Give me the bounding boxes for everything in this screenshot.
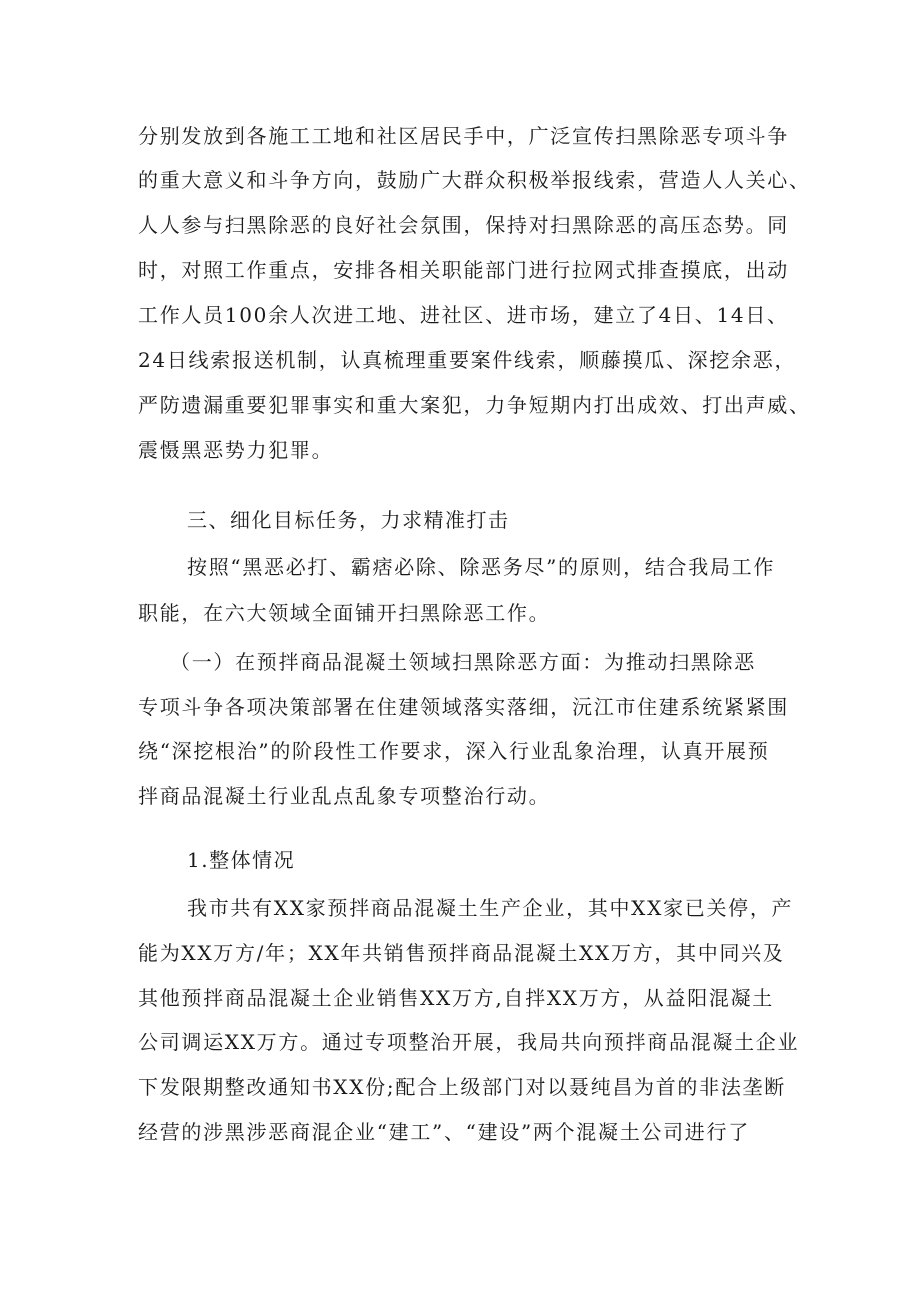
item-heading: 1.整体情况 [187,848,296,872]
paragraph-line: 工作人员100余人次进工地、进社区、进市场，建立了4日、14日、 [138,303,789,327]
paragraph-line: 按照“黑恶必打、霸痞必除、除恶务尽”的原则，结合我局工作 [187,555,776,579]
paragraph-line: 的重大意义和斗争方向，鼓励广大群众积极举报线索，营造人人关心、 [138,168,811,192]
paragraph-line: 绕“深挖根治”的阶段性工作要求，深入行业乱象治理，认真开展预 [138,739,770,763]
paragraph-line: 时，对照工作重点，安排各相关职能部门进行拉网式排查摸底，出动 [138,258,789,282]
paragraph-line: 24日线索报送机制，认真梳理重要案件线索，顺藤摸瓜、深挖余恶， [138,348,797,372]
paragraph-line: 分别发放到各施工工地和社区居民手中，广泛宣传扫黑除恶专项斗争 [138,124,789,148]
paragraph-line: 下发限期整改通知书XX份;配合上级部门对以聂纯昌为首的非法垄断 [138,1075,786,1099]
paragraph-line: 公司调运XX万方。通过专项整治开展，我局共向预拌商品混凝土企业 [138,1030,800,1054]
paragraph-line: 人人参与扫黑除恶的良好社会氛围，保持对扫黑除恶的高压态势。同 [138,213,789,237]
paragraph-line: 我市共有XX家预拌商品混凝土生产企业，其中XX家已关停，产 [187,896,794,920]
paragraph-line: 职能，在六大领域全面铺开扫黑除恶工作。 [138,601,551,625]
paragraph-line: 其他预拌商品混凝土企业销售XX万方,自拌XX万方，从益阳混凝土 [138,986,775,1010]
paragraph-line: 拌商品混凝土行业乱点乱象专项整治行动。 [138,784,551,808]
paragraph-line: 专项斗争各项决策部署在住建领域落实落细，沅江市住建系统紧紧围 [138,695,789,719]
paragraph-line: 严防遗漏重要犯罪事实和重大案犯，力争短期内打出成效、打出声威、 [138,393,811,417]
section-heading: 三、细化目标任务，力求精准打击 [187,508,510,532]
paragraph-line: 经营的涉黑涉恶商混企业“建工”、“建设”两个混凝土公司进行了 [138,1120,750,1144]
paragraph-line: 震慑黑恶势力犯罪。 [138,438,334,462]
subsection-heading-line: （一）在预拌商品混凝土领域扫黑除恶方面：为推动扫黑除恶 [170,650,756,674]
paragraph-line: 能为XX万方/年；XX年共销售预拌商品混凝土XX万方，其中同兴及 [138,941,785,965]
